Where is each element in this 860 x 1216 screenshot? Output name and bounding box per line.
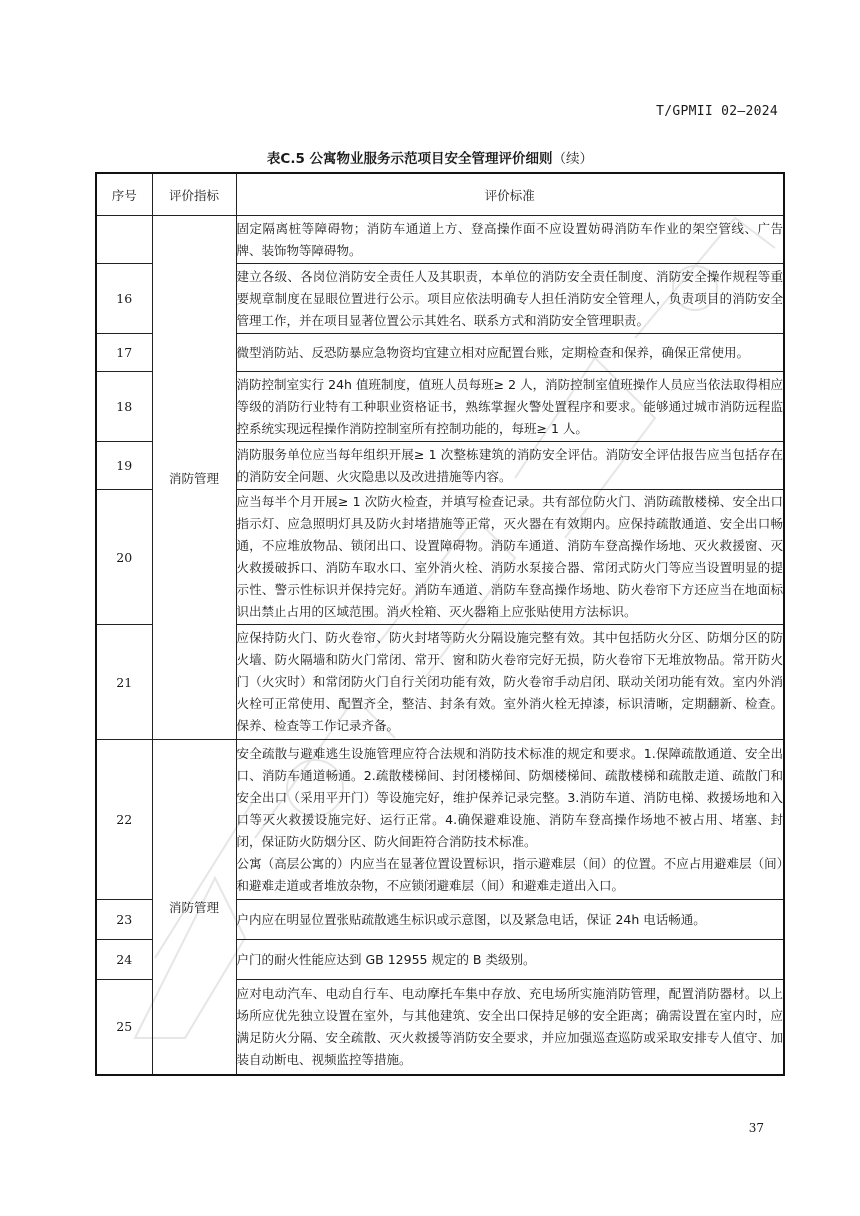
criteria-text: 户内应在明显位置张贴疏散逃生标识或示意图，以及紧急电话，保证 24h 电话畅通。 xyxy=(236,911,706,927)
criteria-text: 固定隔离桩等障碍物；消防车通道上方、登高操作面不应设置妨碍消防车作业的架空管线、广告牌、装饰物等障碍物。 xyxy=(236,220,783,258)
criteria-cell xyxy=(236,334,784,372)
criteria-text: 应保持防火门、防火卷帘、防火封堵等防火分隔设施完整有效。其中包括防火分区、防烟分区的防火墙、防火隔墙和防火门常闭、常开、窗和防火卷帘完好无损，防火卷帘下无堆放物品。常开防火门（火灾时）和常闭防火门自行关闭功能有效，防火卷帘手动启闭、联动关闭功能有效。室内外消火栓可正常使用、配置齐全，整洁、封条有效。室外消火栓无掉漆，标识清晰，定期翻新、检查。保养、检查等工作记录齐备。 xyxy=(236,630,783,733)
criteria-cell xyxy=(236,900,784,940)
criteria-text: 户门的耐火性能应达到 GB 12955 规定的 B 类级别。 xyxy=(236,951,536,967)
row-number: 18 xyxy=(96,372,152,442)
table-row xyxy=(96,740,784,900)
criteria-cell xyxy=(236,442,784,490)
criteria-cell xyxy=(236,625,784,740)
indicator-cell: 消防管理 xyxy=(152,216,236,740)
table-title-text: 表C.5 公寓物业服务示范项目安全管理评价细则 xyxy=(266,151,553,167)
criteria-text: 微型消防站、反恐防暴应急物资均宜建立相对应配置台账，定期检查和保养，确保正常使用。 xyxy=(236,344,750,360)
row-number: 17 xyxy=(96,334,152,372)
criteria-cell xyxy=(236,490,784,625)
column-header-no: 序号 xyxy=(96,173,152,216)
criteria-cell xyxy=(236,980,784,1075)
column-header-indicator: 评价指标 xyxy=(152,173,236,216)
criteria-cell xyxy=(236,940,784,980)
criteria-text: 应对电动汽车、电动自行车、电动摩托车集中存放、充电场所实施消防管理，配置消防器材。以上场所应优先独立设置在室外，与其他建筑、安全出口保持足够的安全距离；确需设置在室内时，应满足防火分隔、安全疏散、灭火救援等消防安全要求，并应加强巡查巡防或采取安排专人值守、加装自动断电、视频监控等措施。 xyxy=(236,985,783,1067)
table-title-continued: （续） xyxy=(552,151,594,167)
criteria-text: 建立各级、各岗位消防安全责任人及其职责，本单位的消防安全责任制度、消防安全操作规程等重要规章制度在显眼位置进行公示。项目应依法明确专人担任消防安全管理人，负责项目的消防安全管理工作，并在项目显著位置公示其姓名、联系方式和消防安全管理职责。 xyxy=(236,268,783,328)
table-title xyxy=(0,147,860,167)
criteria-text: 应当每半个月开展≥ 1 次防火检查，并填写检查记录。共有部位防火门、消防疏散楼梯、安全出口指示灯、应急照明灯具及防火封堵措施等正常，灭火器在有效期内。应保持疏散通道、安全出口畅通，不应堆放物品、锁闭出口、设置障碍物。消防车通道、消防车登高操作场地、灭火救援窗、灭火救援破拆口、消防车取水口、室外消火栓、消防水泵接合器、常闭式防火门等应当设置明显的提示性、警示性标识并保持完好。消防车通道、消防车登高操作场地、防火卷帘下方还应当在地面标识出禁止占用的区域范围。消火栓箱、灭火器箱上应张贴使用方法标识。 xyxy=(236,494,783,619)
criteria-cell xyxy=(236,264,784,334)
row-number: 19 xyxy=(96,442,152,490)
row-number: 22 xyxy=(96,740,152,900)
page-number: 37 xyxy=(748,1121,764,1135)
criteria-text: 消防服务单位应当每年组织开展≥ 1 次整栋建筑的消防安全评估。消防安全评估报告应当包括存在的消防安全问题、火灾隐患以及改进措施等内容。 xyxy=(236,446,783,484)
table-header-row xyxy=(96,173,784,216)
column-header-criteria: 评价标准 xyxy=(236,173,784,216)
criteria-cell xyxy=(236,740,784,900)
indicator-cell: 消防管理 xyxy=(152,740,236,1075)
table-row xyxy=(96,216,784,264)
document-code: T/GPMII 02—2024 xyxy=(656,104,778,119)
criteria-text: 公寓（高层公寓的）内应当在显著位置设置标识，指示避难层（间）的位置。不应占用避难层（间）和避难走道或者堆放杂物，不应锁闭避难层（间）和避难走道出入口。 xyxy=(236,855,783,893)
row-number: 21 xyxy=(96,625,152,740)
criteria-text: 消防控制室实行 24h 值班制度，值班人员每班≥ 2 人，消防控制室值班操作人员应当依法取得相应等级的消防行业特有工种职业资格证书，熟练掌握火警处置程序和要求。能够通过城市消防远程监控系统实现远程操作消防控制室所有控制功能的，每班≥ 1 人。 xyxy=(236,376,783,436)
criteria-cell xyxy=(236,372,784,442)
criteria-text: 安全疏散与避难逃生设施管理应符合法规和消防技术标准的规定和要求。1.保障疏散通道、安全出口、消防车通道畅通。2.疏散楼梯间、封闭楼梯间、防烟楼梯间、疏散楼梯和疏散走道、疏散门和安全出口（采用平开门）等设施完好，维护保养记录完整。3.消防车道、消防电梯、救援场地和入口等灭火救援设施完好、运行正常。4.确保避难设施、消防车登高操作场地不被占用、堵塞、封闭，保证防火防烟分区、防火间距符合消防技术标准。 xyxy=(236,745,783,849)
row-number: 20 xyxy=(96,490,152,625)
row-number: 16 xyxy=(96,264,152,334)
row-number xyxy=(96,216,152,264)
evaluation-table xyxy=(95,172,785,1076)
row-number: 25 xyxy=(96,980,152,1075)
row-number: 24 xyxy=(96,940,152,980)
criteria-cell xyxy=(236,216,784,264)
row-number: 23 xyxy=(96,900,152,940)
